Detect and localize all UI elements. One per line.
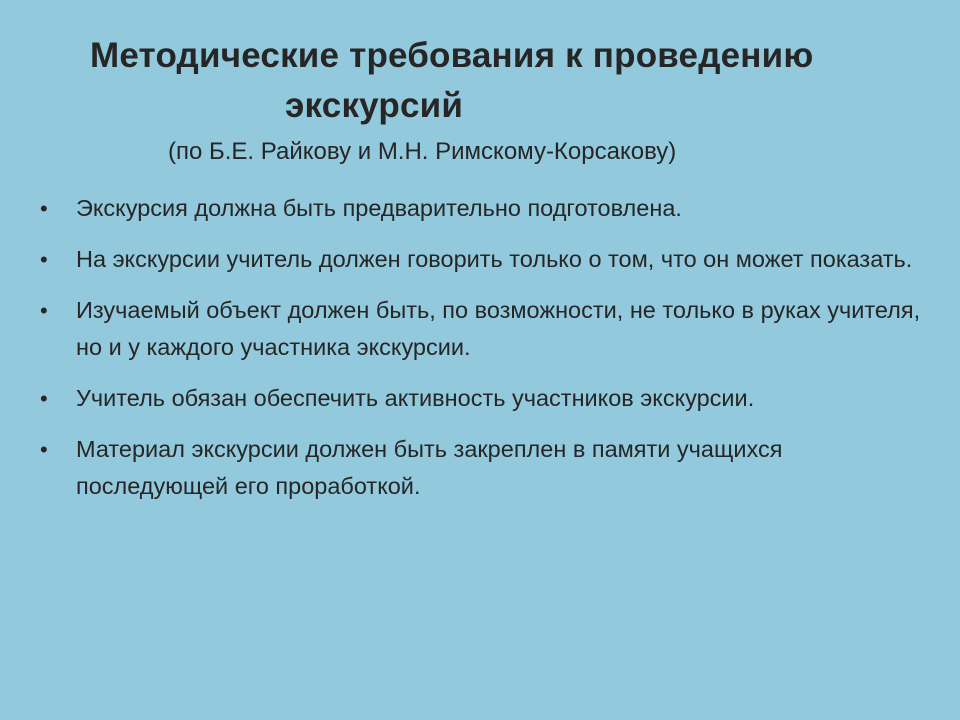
title-line-2: экскурсий [285,86,464,125]
bullet-item [40,190,930,227]
bullet-text: Экскурсия должна быть предварительно подготовлена. [76,195,682,221]
bullet-icon: • [40,437,48,462]
bullet-item [40,431,930,505]
title-subtitle: (по Б.Е. Райкову и М.Н. Римскому-Корсакову) [168,138,677,165]
bullet-item [40,380,930,417]
bullet-item [40,292,930,366]
title-line-1: Методические требования к проведению [90,36,814,75]
bullet-icon: • [40,386,48,411]
bullet-list [40,190,930,519]
bullet-text: Материал экскурсии должен быть закреплен в памяти учащихся последующей его проработкой. [76,436,783,499]
bullet-icon: • [40,196,48,221]
bullet-item [40,241,930,278]
bullet-icon: • [40,298,48,323]
bullet-text: На экскурсии учитель должен говорить только о том, что он может показать. [76,246,913,272]
bullet-icon: • [40,247,48,272]
bullet-text: Учитель обязан обеспечить активность участников экскурсии. [76,385,755,411]
bullet-text: Изучаемый объект должен быть, по возможности, не только в руках учителя, но и у каждого участника экскурсии. [76,297,921,360]
